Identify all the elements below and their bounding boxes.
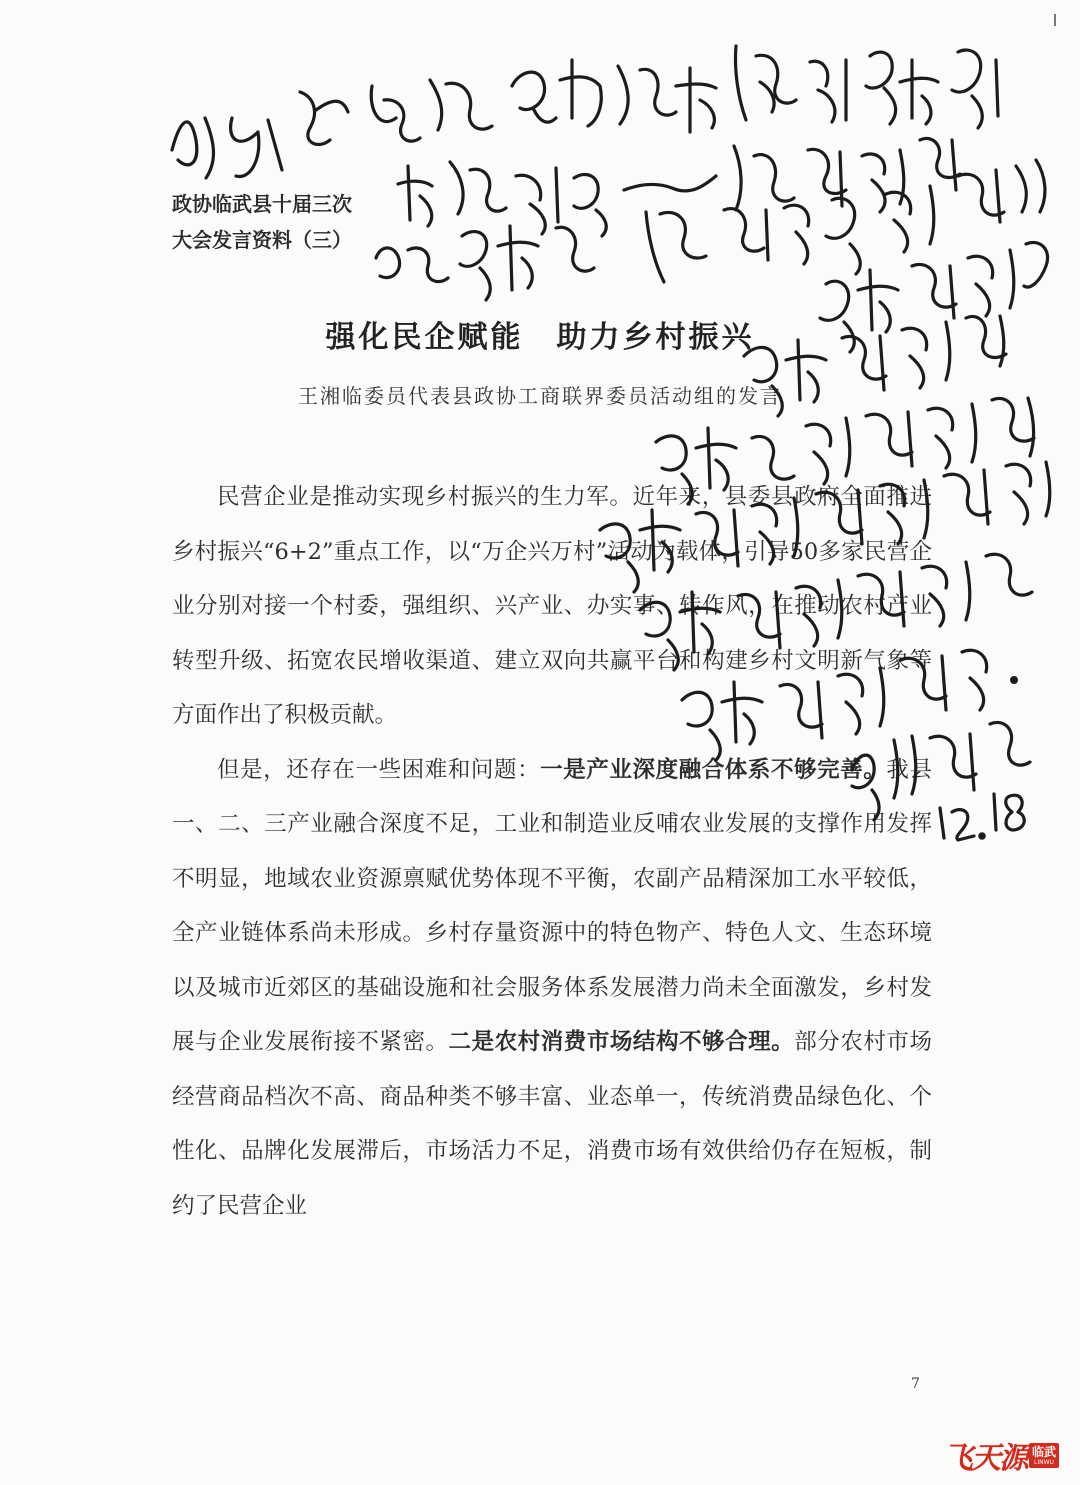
watermark-logo [943, 1437, 1059, 1476]
paragraph-2-intro: 但是，还存在一些困难和问题： [217, 756, 541, 783]
header-line-1: 政协临武县十届三次 [172, 192, 352, 216]
watermark-badge [1029, 1443, 1059, 1468]
point-one-text: 我县一、二、三产业融合深度不足，工业和制造业反哺农业发展的支撑作用发挥不明显，地域农业资源禀赋优势体现不平衡，农副产品精深加工水平较低，全产业链体系尚未形成。乡村存量资源中的特色物产、特色人文、生态环境以及城市近郊区的基础设施和社会服务体系发展潜力尚未全面激发，乡村发展与企业发展衔接不紧密。 [172, 756, 932, 1055]
handwriting-line-2 [398, 138, 960, 236]
paragraph-2 [172, 743, 932, 1234]
document-subtitle: 王湘临委员代表县政协工商联界委员活动组的发言 [298, 384, 782, 408]
document-header-label [172, 186, 352, 258]
paragraph-1: 民营企业是推动实现乡村振兴的生力军。近年来，县委县政府全面推进乡村振兴“6+2”重点工作，以“万企兴万村”活动为载体，引导50多家民营企业分别对接一个村委，强组织、兴产业、办实事、转作风，在推动农村产业转型升级、拓宽农民增收渠道、建立双向共赢平台和构建乡村文明新气象等方面作出了积极贡献。 [172, 484, 932, 728]
handwriting-line-1 [172, 46, 998, 178]
header-line-2: 大会发言资料（三） [172, 228, 352, 252]
watermark-script-text: 飞天源 [943, 1441, 1027, 1476]
point-two-text: 部分农村市场经营商品档次不高、商品种类不够丰富、业态单一，传统消费品绿色化、个性化、品牌化发展滞后，市场活力不足，消费市场有效供给仍存在短板，制约了民营企业 [172, 1029, 932, 1219]
page-number: 7 [911, 1376, 920, 1392]
handwriting-line-3 [376, 160, 1045, 300]
staple-mark [1054, 14, 1056, 26]
document-title: 强化民企赋能 助力乡村振兴 [325, 320, 755, 355]
handwriting-date [940, 794, 1024, 840]
watermark-badge-subtext: LINWU [1034, 1458, 1054, 1466]
document-body [172, 470, 932, 1233]
point-two-heading: 二是农村消费市场结构不够合理。 [448, 1029, 795, 1055]
watermark-badge-text: 临武 [1032, 1444, 1057, 1459]
point-one-heading: 一是产业深度融合体系不够完善。 [540, 756, 887, 783]
